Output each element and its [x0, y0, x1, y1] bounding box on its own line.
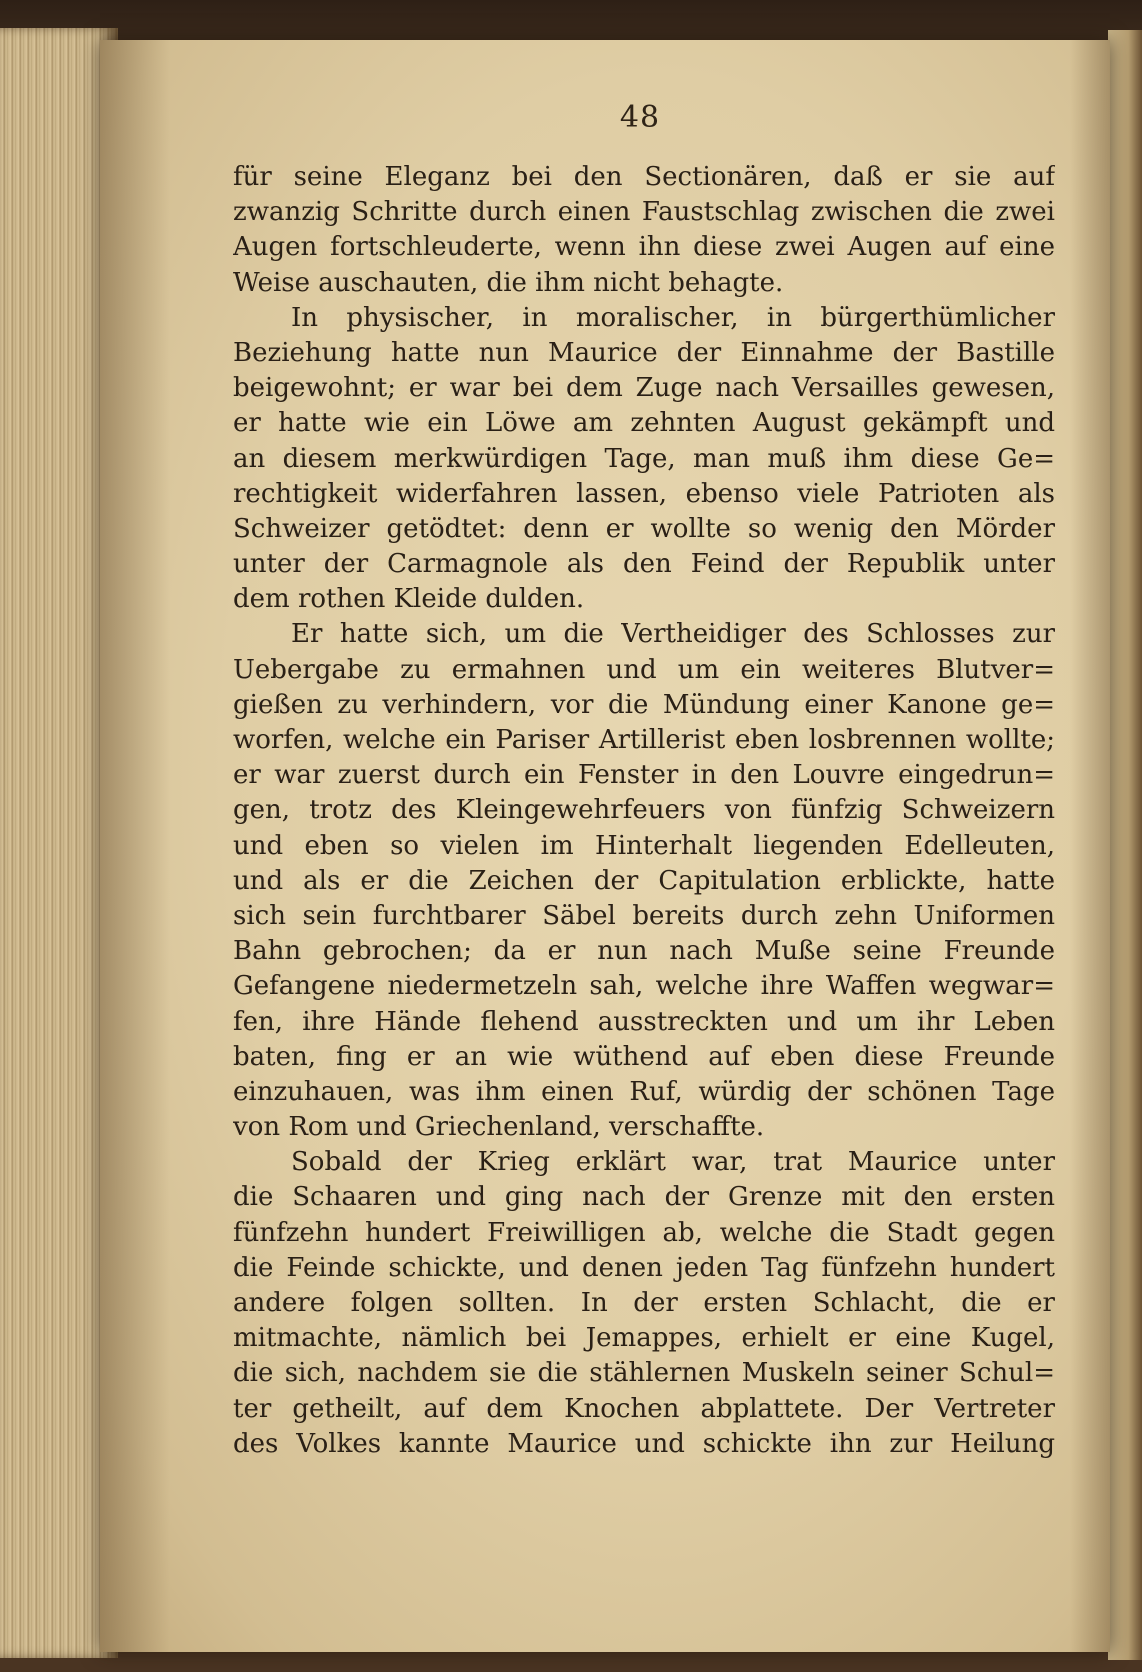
text-line: für seine Eleganz bei den Sectionären, daß er sie auf: [233, 162, 1055, 192]
text-line: Schweizer getödtet: denn er wollte so wenig den Mörder: [233, 513, 1055, 544]
text-line: fen, ihre Hände flehend ausstreckten und um ihr Leben: [233, 1006, 1055, 1037]
text-line: Augen fortschleuderte, wenn ihn diese zwei Augen auf eine: [233, 232, 1055, 263]
text-line: rechtigkeit widerfahren lassen, ebenso viele Patrioten als: [233, 478, 1055, 509]
text-line: sich sein furchtbarer Säbel bereits durch zehn Uniformen: [233, 900, 1055, 931]
text-line: Er hatte sich, um die Vertheidiger des Schlosses zur: [291, 619, 1055, 650]
page-number: 48: [619, 100, 661, 135]
text-line: Weise auschauten, die ihm nicht behagte.: [233, 267, 784, 298]
text-line: gen, trotz des Kleingewehrfeuers von fünfzig Schweizern: [233, 795, 1055, 826]
text-line: einzuhauen, was ihm einen Ruf, würdig der schönen Tage: [233, 1076, 1055, 1107]
text-line: Beziehung hatte nun Maurice der Einnahme der Bastille: [233, 337, 1055, 368]
text-line: gießen zu verhindern, vor die Mündung einer Kanone ge=: [233, 689, 1055, 720]
body-text: [233, 160, 1055, 1462]
text-line: an diesem merkwürdigen Tage, man muß ihm diese Ge=: [233, 443, 1055, 474]
text-line: Bahn gebrochen; da er nun nach Muße seine Freunde: [233, 936, 1055, 967]
text-line: beigewohnt; er war bei dem Zuge nach Versailles gewesen,: [233, 373, 1055, 404]
text-line: er war zuerst durch ein Fenster in den Louvre eingedrun=: [233, 760, 1055, 791]
text-line: und als er die Zeichen der Capitulation erblickte, hatte: [233, 865, 1055, 896]
text-line: unter der Carmagnole als den Feind der Republik unter: [233, 549, 1055, 580]
text-line: worfen, welche ein Pariser Artillerist eben losbrennen wollte;: [233, 725, 1055, 755]
text-line: dem rothen Kleide dulden.: [233, 584, 585, 615]
text-line: Gefangene niedermetzeln sah, welche ihre Waffen wegwar=: [233, 971, 1055, 1002]
text-line: von Rom und Griechenland, verschaffte.: [233, 1112, 765, 1143]
text-line: zwanzig Schritte durch einen Faustschlag zwischen die zwei: [233, 197, 1055, 228]
text-line: die sich, nachdem sie die stählernen Muskeln seiner Schul=: [233, 1358, 1055, 1389]
text-line: er hatte wie ein Löwe am zehnten August gekämpft und: [233, 408, 1055, 439]
text-line: fünfzehn hundert Freiwilligen ab, welche die Stadt gegen: [233, 1217, 1055, 1248]
text-line: Uebergabe zu ermahnen und um ein weiteres Blutver=: [233, 654, 1055, 685]
text-line: Sobald der Krieg erklärt war, trat Maurice unter: [291, 1147, 1055, 1178]
text-line: In physischer, in moralischer, in bürgerthümlicher: [291, 302, 1055, 333]
text-line: mitmachte, nämlich bei Jemappes, erhielt er eine Kugel,: [233, 1323, 1055, 1354]
text-line: ter getheilt, auf dem Knochen abplattete. Der Vertreter: [233, 1393, 1055, 1424]
text-line: baten, fing er an wie wüthend auf eben diese Freunde: [233, 1041, 1055, 1072]
text-line: die Feinde schickte, und denen jeden Tag fünfzehn hundert: [233, 1252, 1055, 1283]
text-line: andere folgen sollten. In der ersten Schlacht, die er: [233, 1288, 1055, 1318]
text-line: die Schaaren und ging nach der Grenze mit den ersten: [233, 1182, 1055, 1213]
text-line: des Volkes kannte Maurice und schickte ihn zur Heilung: [233, 1428, 1055, 1459]
text-line: und eben so vielen im Hinterhalt liegenden Edelleuten,: [233, 830, 1055, 861]
right-page-edge: [1108, 30, 1142, 1660]
